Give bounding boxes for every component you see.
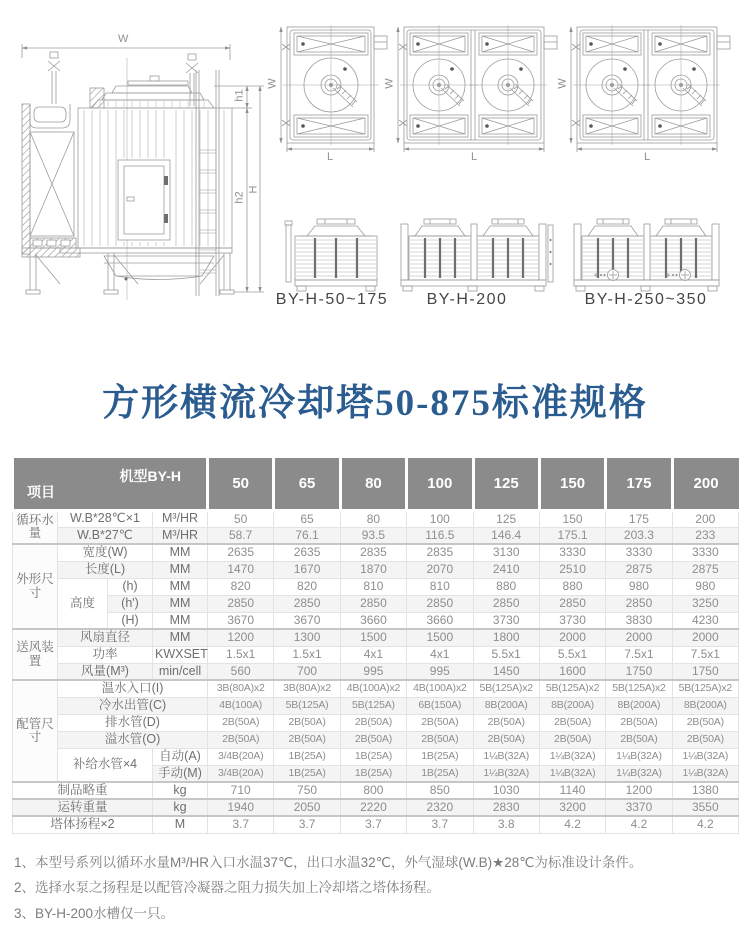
cell-value: 2850	[473, 595, 539, 612]
cell-value: 1B(25A)	[407, 765, 473, 782]
cell-value: 5B(125A)x2	[473, 680, 539, 697]
cell-value: 2510	[539, 561, 605, 578]
table-row	[13, 561, 739, 578]
cell-value: 1500	[407, 629, 473, 646]
cell-value: 1200	[606, 782, 672, 799]
cell-value: 80	[340, 510, 406, 527]
row-label: M³/HR	[153, 510, 208, 527]
dim-label-w-side: W	[118, 33, 129, 45]
cell-value: 3B(80A)x2	[208, 680, 274, 697]
cell-value: 2B(50A)	[208, 714, 274, 731]
cell-value: 5B(125A)	[274, 697, 340, 714]
cell-value: 1380	[672, 782, 738, 799]
cell-value: 5B(125A)x2	[672, 680, 738, 697]
cell-value: 2875	[672, 561, 738, 578]
cell-value: 1¼B(32A)	[606, 748, 672, 765]
row-label: 手动(M)	[153, 765, 208, 782]
cell-value: 116.5	[407, 527, 473, 544]
cell-value: 1670	[274, 561, 340, 578]
cell-value: 3330	[539, 544, 605, 561]
cell-value: 1750	[672, 663, 738, 680]
cell-value: 2850	[606, 595, 672, 612]
cooling-tower-line-drawing	[0, 0, 750, 332]
cell-value: 3/4B(20A)	[208, 765, 274, 782]
cell-value: 4.2	[672, 816, 738, 833]
cell-value: 3330	[606, 544, 672, 561]
dim-label-h-total: H	[247, 185, 260, 194]
cell-value: 2B(50A)	[340, 731, 406, 748]
dim-label-l-top3: L	[643, 151, 651, 163]
table-row	[13, 748, 739, 765]
cell-value: 4x1	[407, 646, 473, 663]
row-label: MM	[153, 612, 208, 629]
row-label: 风量(M³)	[58, 663, 153, 680]
cell-value: 1¼B(32A)	[473, 748, 539, 765]
cell-value: 3730	[539, 612, 605, 629]
cell-value: 93.5	[340, 527, 406, 544]
row-label: 功率	[58, 646, 153, 663]
cell-value: 1¼B(32A)	[606, 765, 672, 782]
model-col-header: 150	[539, 458, 605, 510]
row-label: 自动(A)	[153, 748, 208, 765]
cell-value: 7.5x1	[672, 646, 738, 663]
cell-value: 995	[340, 663, 406, 680]
cell-value: 4230	[672, 612, 738, 629]
cell-value: 1¼B(32A)	[672, 748, 738, 765]
row-label: (h')	[108, 595, 153, 612]
cell-value: 995	[407, 663, 473, 680]
spec-table	[11, 458, 739, 834]
cell-value: 2850	[208, 595, 274, 612]
cell-value: 1.5x1	[274, 646, 340, 663]
cell-value: 8B(200A)	[473, 697, 539, 714]
cell-value: 3.7	[274, 816, 340, 833]
table-row	[13, 731, 739, 748]
cell-value: 2835	[407, 544, 473, 561]
cell-value: 8B(200A)	[606, 697, 672, 714]
row-label: M³/HR	[153, 527, 208, 544]
cell-value: 3550	[672, 799, 738, 816]
row-label: 温水入口(I)	[58, 680, 208, 697]
table-row	[13, 680, 739, 697]
cell-value: 76.1	[274, 527, 340, 544]
cell-value: 2B(50A)	[407, 714, 473, 731]
cell-value: 7.5x1	[606, 646, 672, 663]
dim-label-h1: h1	[233, 89, 246, 102]
row-label: 溢水管(O)	[58, 731, 208, 748]
cell-value: 1750	[606, 663, 672, 680]
cell-value: 1¼B(32A)	[539, 765, 605, 782]
table-row	[13, 663, 739, 680]
model-col-header: 65	[274, 458, 340, 510]
cell-value: 1300	[274, 629, 340, 646]
cell-value: 2070	[407, 561, 473, 578]
cell-value: 2B(50A)	[274, 731, 340, 748]
cell-value: 3730	[473, 612, 539, 629]
cell-value: 2B(50A)	[539, 714, 605, 731]
row-label: (H)	[108, 612, 153, 629]
page-title: 方形横流冷却塔50-875标准规格	[102, 383, 648, 424]
cell-value: 1450	[473, 663, 539, 680]
cell-value: 1¼B(32A)	[672, 765, 738, 782]
corner-item-label: 项目	[27, 483, 55, 500]
cell-value: 3660	[340, 612, 406, 629]
cell-value: 2B(50A)	[473, 714, 539, 731]
cell-value: 3250	[672, 595, 738, 612]
row-label: 塔体扬程×2	[13, 816, 153, 833]
spec-table-header	[13, 458, 739, 510]
footnote-2: 2、选择水泵之扬程是以配管冷凝器之阻力损失加上冷却塔之塔体扬程。	[14, 880, 441, 896]
table-row	[13, 629, 739, 646]
cell-value: 3/4B(20A)	[208, 748, 274, 765]
cell-value: 2320	[407, 799, 473, 816]
cell-value: 3670	[274, 612, 340, 629]
cell-value: 5.5x1	[473, 646, 539, 663]
cell-value: 233	[672, 527, 738, 544]
cell-value: 560	[208, 663, 274, 680]
cell-value: 65	[274, 510, 340, 527]
cell-value: 200	[672, 510, 738, 527]
cell-value: 700	[274, 663, 340, 680]
cell-value: 4x1	[340, 646, 406, 663]
dim-label-h2: h2	[233, 191, 246, 204]
cell-value: 1470	[208, 561, 274, 578]
cell-value: 2850	[539, 595, 605, 612]
model-col-header: 80	[340, 458, 406, 510]
cell-value: 1200	[208, 629, 274, 646]
model-col-header: 50	[208, 458, 274, 510]
row-label: MM	[153, 544, 208, 561]
row-label: MM	[153, 561, 208, 578]
cell-value: 1¼B(32A)	[473, 765, 539, 782]
row-label: 补给水管×4	[58, 748, 153, 782]
cell-value: 150	[539, 510, 605, 527]
cell-value: 2B(50A)	[539, 731, 605, 748]
cell-value: 146.4	[473, 527, 539, 544]
dim-label-l-top1: L	[326, 151, 334, 163]
cell-value: 175	[606, 510, 672, 527]
table-row	[13, 595, 739, 612]
cell-value: 980	[672, 578, 738, 595]
cell-value: 4.2	[606, 816, 672, 833]
model-caption-3: BY-H-250~350	[584, 291, 708, 308]
row-group-label: 外形尺寸	[13, 544, 58, 629]
cell-value: 1030	[473, 782, 539, 799]
cell-value: 1B(25A)	[274, 748, 340, 765]
cell-value: 3.7	[208, 816, 274, 833]
cell-value: 2B(50A)	[672, 714, 738, 731]
row-label: MM	[153, 578, 208, 595]
cell-value: 3370	[606, 799, 672, 816]
cell-value: 2635	[208, 544, 274, 561]
dim-label-w-top3: W	[556, 78, 569, 89]
cell-value: 2850	[274, 595, 340, 612]
row-label: W.B*28℃×1	[58, 510, 153, 527]
cell-value: 2850	[407, 595, 473, 612]
technical-drawings	[0, 0, 750, 332]
cell-value: 5.5x1	[539, 646, 605, 663]
cell-value: 1500	[340, 629, 406, 646]
model-caption-2: BY-H-200	[426, 291, 508, 308]
cell-value: 1B(25A)	[274, 765, 340, 782]
cell-value: 3830	[606, 612, 672, 629]
cell-value: 5B(125A)x2	[606, 680, 672, 697]
cell-value: 203.3	[606, 527, 672, 544]
cell-value: 2875	[606, 561, 672, 578]
row-label: KWXSET	[153, 646, 208, 663]
cell-value: 4B(100A)	[208, 697, 274, 714]
model-col-header: 175	[606, 458, 672, 510]
row-group-label: 循环水量	[13, 510, 58, 544]
row-label: 排水管(D)	[58, 714, 208, 731]
footnotes	[14, 850, 736, 927]
row-label: 高度	[58, 578, 108, 629]
row-label: 风扇直径	[58, 629, 153, 646]
model-col-header: 125	[473, 458, 539, 510]
table-row	[13, 578, 739, 595]
cell-value: 3.7	[340, 816, 406, 833]
cell-value: 820	[208, 578, 274, 595]
cell-value: 175.1	[539, 527, 605, 544]
cell-value: 2B(50A)	[407, 731, 473, 748]
dim-label-w-top2: W	[383, 78, 396, 89]
cell-value: 1940	[208, 799, 274, 816]
cell-value: 8B(200A)	[539, 697, 605, 714]
cell-value: 2000	[539, 629, 605, 646]
cell-value: 1.5x1	[208, 646, 274, 663]
row-label: 运转重量	[13, 799, 153, 816]
row-group-label: 送风装置	[13, 629, 58, 680]
cell-value: 2B(50A)	[606, 714, 672, 731]
cell-value: 820	[274, 578, 340, 595]
row-label: 冷水出管(C)	[58, 697, 208, 714]
table-row	[13, 646, 739, 663]
cell-value: 3.8	[473, 816, 539, 833]
cell-value: 1B(25A)	[340, 765, 406, 782]
table-row	[13, 697, 739, 714]
table-row	[13, 782, 739, 799]
cell-value: 6B(150A)	[407, 697, 473, 714]
cell-value: 2410	[473, 561, 539, 578]
cell-value: 4.2	[539, 816, 605, 833]
row-group-label: 配管尺寸	[13, 680, 58, 782]
footnote-1: 1、本型号系列以循环水量M³/HR入口水温37℃，出口水温32℃，外气湿球(W.B)★28℃为标准设计条件。	[14, 854, 643, 870]
cell-value: 2B(50A)	[473, 731, 539, 748]
cell-value: 2220	[340, 799, 406, 816]
table-row	[13, 544, 739, 561]
cell-value: 1¼B(32A)	[539, 748, 605, 765]
model-col-header: 200	[672, 458, 738, 510]
table-row	[13, 799, 739, 816]
row-label: MM	[153, 629, 208, 646]
corner-model-label: 机型BY-H	[119, 468, 181, 484]
cell-value: 810	[340, 578, 406, 595]
table-row	[13, 527, 739, 544]
cell-value: 710	[208, 782, 274, 799]
cell-value: 800	[340, 782, 406, 799]
cell-value: 2635	[274, 544, 340, 561]
footnote-3: 3、BY-H-200水槽仅一只。	[14, 905, 175, 921]
cell-value: 980	[606, 578, 672, 595]
cell-value: 58.7	[208, 527, 274, 544]
cell-value: 1B(25A)	[407, 748, 473, 765]
cell-value: 4B(100A)x2	[340, 680, 406, 697]
row-label: 长度(L)	[58, 561, 153, 578]
cell-value: 3.7	[407, 816, 473, 833]
cell-value: 3130	[473, 544, 539, 561]
cell-value: 50	[208, 510, 274, 527]
dim-label-w-top1: W	[266, 78, 279, 89]
table-corner-cell	[13, 458, 208, 510]
row-label: kg	[153, 782, 208, 799]
row-label: min/cell	[153, 663, 208, 680]
cell-value: 1870	[340, 561, 406, 578]
cell-value: 2000	[672, 629, 738, 646]
cell-value: 2B(50A)	[274, 714, 340, 731]
cell-value: 850	[407, 782, 473, 799]
cell-value: 3660	[407, 612, 473, 629]
cell-value: 1600	[539, 663, 605, 680]
row-label: 制品略重	[13, 782, 153, 799]
cell-value: 2B(50A)	[672, 731, 738, 748]
cell-value: 8B(200A)	[672, 697, 738, 714]
table-row	[13, 816, 739, 833]
cell-value: 4B(100A)x2	[407, 680, 473, 697]
dim-label-l-top2: L	[470, 151, 478, 163]
row-label: 宽度(W)	[58, 544, 153, 561]
cell-value: 2000	[606, 629, 672, 646]
cell-value: 2B(50A)	[340, 714, 406, 731]
cell-value: 3330	[672, 544, 738, 561]
cell-value: 2835	[340, 544, 406, 561]
cell-value: 1140	[539, 782, 605, 799]
cell-value: 810	[407, 578, 473, 595]
cell-value: 750	[274, 782, 340, 799]
table-row	[13, 612, 739, 629]
cell-value: 2830	[473, 799, 539, 816]
cell-value: 1B(25A)	[340, 748, 406, 765]
cell-value: 100	[407, 510, 473, 527]
table-row	[13, 510, 739, 527]
spec-table-body	[13, 510, 739, 833]
cell-value: 2050	[274, 799, 340, 816]
row-label: MM	[153, 595, 208, 612]
table-row	[13, 714, 739, 731]
cell-value: 125	[473, 510, 539, 527]
cell-value: 880	[539, 578, 605, 595]
cell-value: 2B(50A)	[606, 731, 672, 748]
model-col-header: 100	[407, 458, 473, 510]
cell-value: 2850	[340, 595, 406, 612]
cell-value: 3B(80A)x2	[274, 680, 340, 697]
cell-value: 1800	[473, 629, 539, 646]
row-label: (h)	[108, 578, 153, 595]
row-label: W.B*27℃	[58, 527, 153, 544]
cell-value: 3200	[539, 799, 605, 816]
row-label: kg	[153, 799, 208, 816]
row-label: M	[153, 816, 208, 833]
model-caption-1: BY-H-50~175	[275, 291, 389, 308]
cell-value: 3670	[208, 612, 274, 629]
cell-value: 5B(125A)x2	[539, 680, 605, 697]
cell-value: 5B(125A)	[340, 697, 406, 714]
cell-value: 2B(50A)	[208, 731, 274, 748]
cell-value: 880	[473, 578, 539, 595]
